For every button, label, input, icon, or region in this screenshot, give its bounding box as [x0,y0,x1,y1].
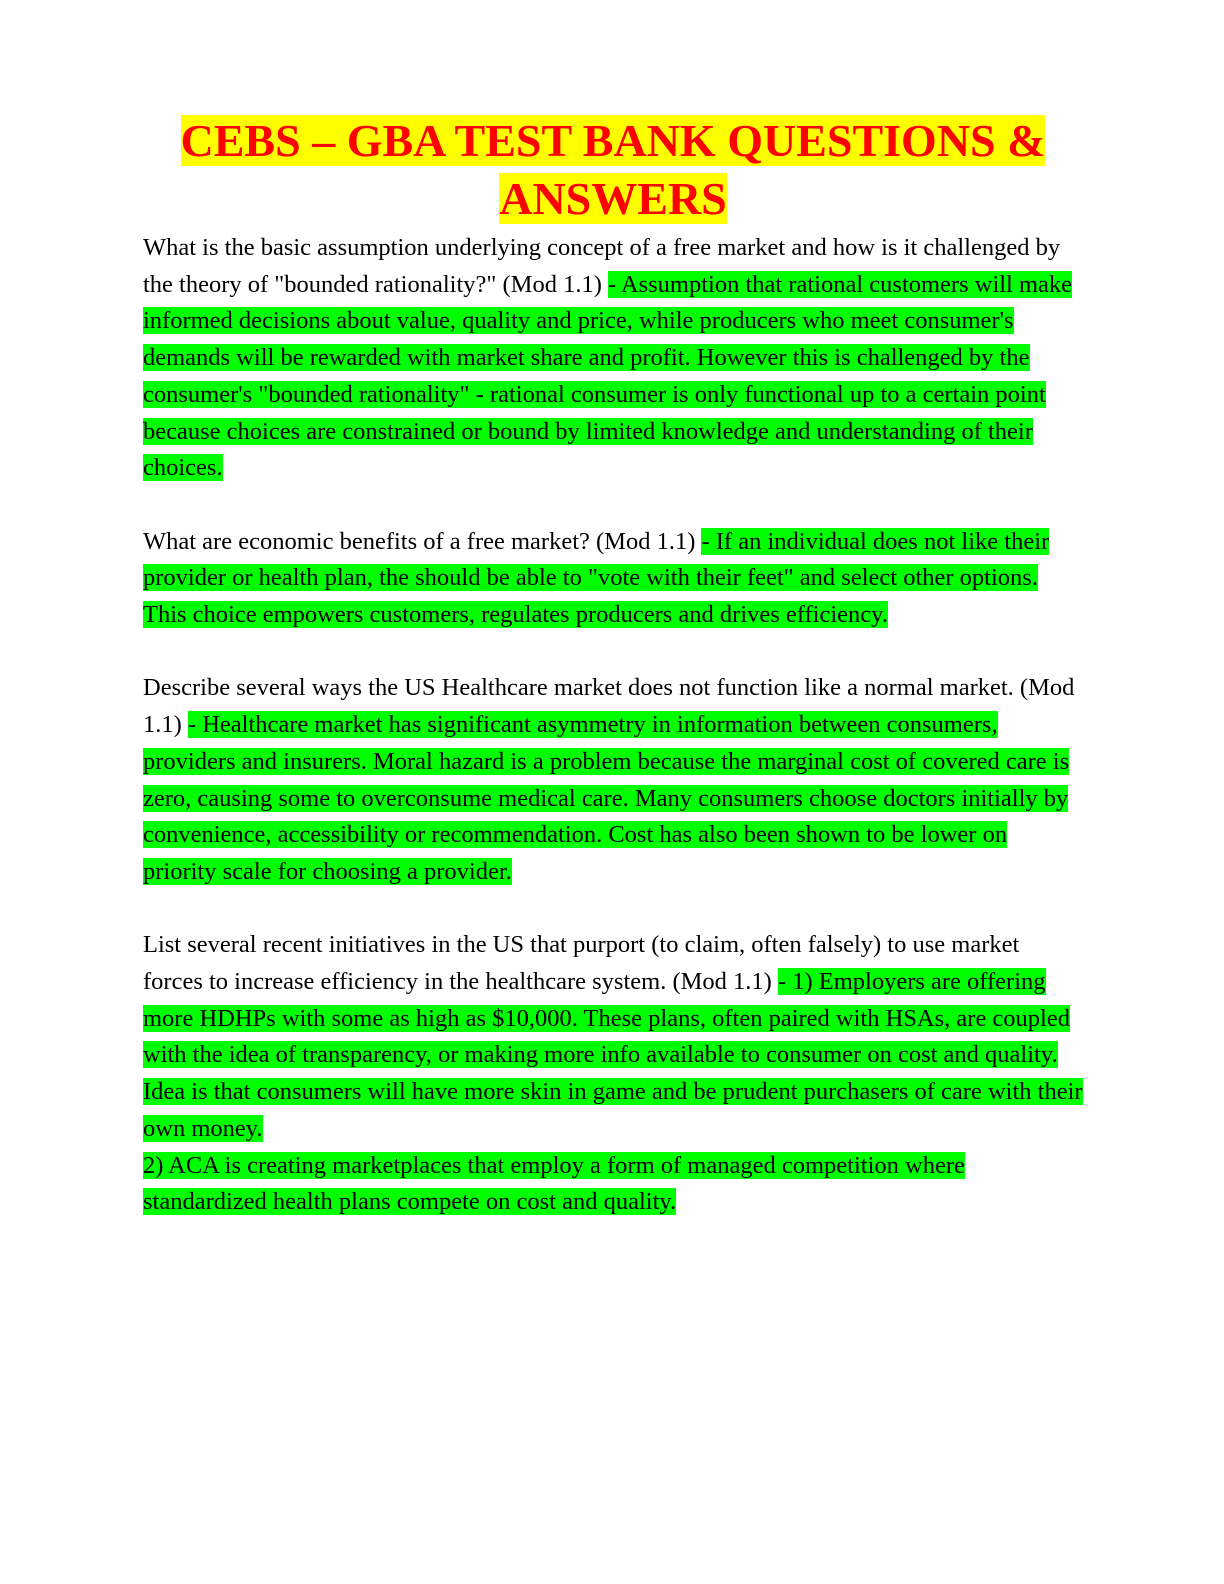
qa-item-3 [143,670,1083,890]
title-line-2: ANSWERS [499,173,727,224]
question-text: Describe several ways the US Healthcare market does not function like a normal market. (Mod 1.1) [143,674,1075,739]
qa-item-4 [143,927,1083,1221]
answer-text-continued: 2) ACA is creating marketplaces that employ a form of managed competition where standardized health plans compete on cost and quality. [143,1151,965,1216]
document-title [143,112,1083,228]
question-text: What is the basic assumption underlying concept of a free market and how is it challenged by the theory of "bounded rationality?" (Mod 1.1) [143,234,1061,298]
question-text: List several recent initiatives in the US that purport (to claim, often falsely) to use market forces to increase efficiency in the healthcare system. (Mod 1.1) [143,931,1020,996]
answer-text: - 1) Employers are offering more HDHPs with some as high as $10,000. These plans, often paired with HSAs, are coupled with the idea of transparency, or making more info available to consumer on cost and quality. Idea is that consumers will have more skin in game and be prudent purchasers of care with their own money. [143,968,1083,1142]
answer-text: - If an individual does not like their provider or health plan, the should be able to "vote with their feet" and select other options. This choice empowers customers, regulates producers and drives efficiency. [143,527,1050,629]
answer-text: - Healthcare market has significant asymmetry in information between consumers, providers and insurers. Moral hazard is a problem because the marginal cost of covered care is zero, causing some to overconsume medical care. Many consumers choose doctors initially by convenience, accessibility or recommendation. Cost has also been shown to be lower on priority scale for choosing a provider. [143,711,1070,885]
qa-item-2 [143,524,1083,634]
answer-text: - Assumption that rational customers will make informed decisions about value, quality and price, while producers who meet consumer's demands will be rewarded with market share and profit. However this is challenged by the consumer's "bounded rationality" - rational consumer is only functional up to a certain point because choices are constrained or bound by limited knowledge and understanding of their choices. [143,270,1073,482]
title-line-1: CEBS – GBA TEST BANK QUESTIONS & [180,115,1046,166]
qa-item-1 [143,230,1083,487]
question-text: What are economic benefits of a free market? (Mod 1.1) [143,527,702,555]
document-page [143,112,1083,1258]
